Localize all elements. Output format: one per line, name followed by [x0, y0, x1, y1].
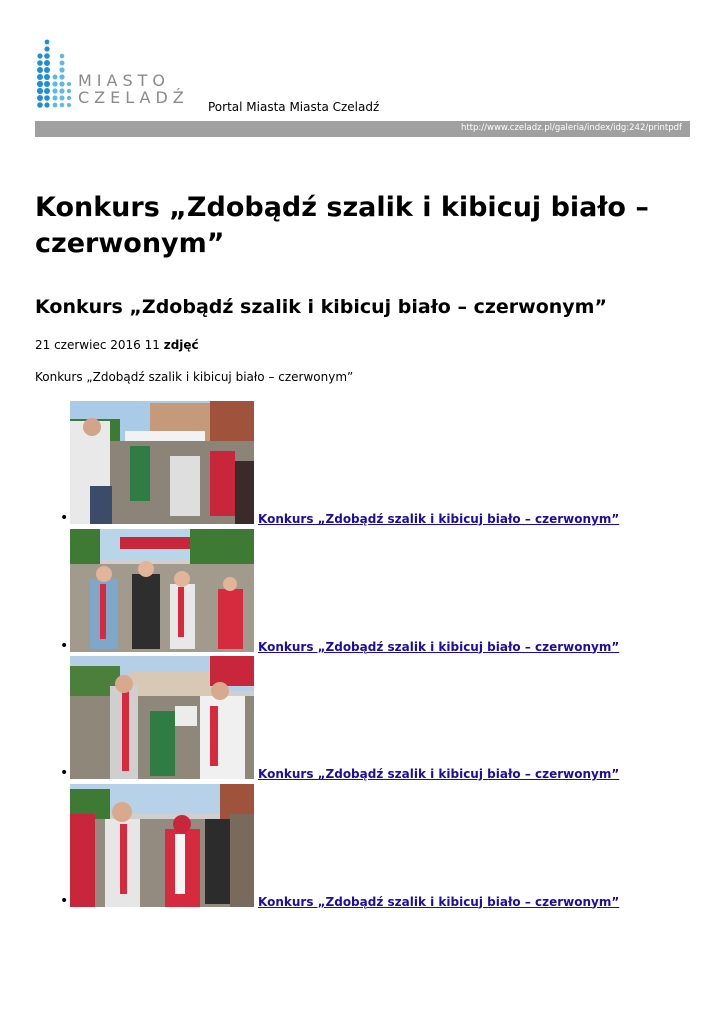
page-header — [35, 38, 695, 114]
list-bullet: • — [60, 765, 69, 781]
list-item — [0, 529, 725, 657]
photo-link[interactable]: Konkurs „Zdobądź szalik i kibicuj biało – czerwonym” — [258, 767, 620, 781]
gallery-meta — [35, 338, 199, 352]
list-item — [0, 401, 725, 529]
logo-wordmark — [78, 72, 189, 106]
url-bar — [35, 121, 690, 137]
photo-count: 11 — [144, 338, 160, 352]
page-title: Konkurs „Zdobądź szalik i kibicuj biało – czerwonym” — [35, 192, 649, 259]
children-with-scarves-photo[interactable] — [70, 529, 254, 652]
page-url: http://www.czeladz.pl/galeria/index/idg:242/printpdf — [460, 123, 682, 133]
prize-ceremony-photo[interactable] — [70, 784, 254, 907]
list-item — [0, 656, 725, 784]
photo-link[interactable]: Konkurs „Zdobądź szalik i kibicuj biało – czerwonym” — [258, 894, 620, 909]
portal-title: Portal Miasta Miasta Czeladź — [208, 100, 380, 114]
city-logo-icon — [35, 38, 75, 108]
photo-list — [0, 401, 725, 911]
gallery-date: 21 czerwiec 2016 — [35, 338, 141, 352]
list-item — [0, 784, 725, 912]
logo-line-1: MIASTO — [78, 71, 170, 90]
list-bullet: • — [60, 637, 69, 654]
gallery-title: Konkurs „Zdobądź szalik i kibicuj biało – czerwonym” — [35, 296, 607, 318]
scarf-handover-photo[interactable] — [70, 656, 254, 779]
photo-link[interactable]: Konkurs „Zdobądź szalik i kibicuj biało – czerwonym” — [258, 512, 620, 526]
outdoor-event-photo[interactable] — [70, 401, 254, 524]
gallery-description: Konkurs „Zdobądź szalik i kibicuj biało – czerwonym” — [35, 370, 354, 384]
photo-count-label: zdjęć — [163, 338, 199, 352]
photo-link[interactable]: Konkurs „Zdobądź szalik i kibicuj biało – czerwonym” — [258, 639, 620, 654]
list-bullet: • — [60, 510, 69, 526]
list-bullet: • — [60, 892, 69, 909]
logo-line-2: CZELADŹ — [78, 88, 189, 107]
